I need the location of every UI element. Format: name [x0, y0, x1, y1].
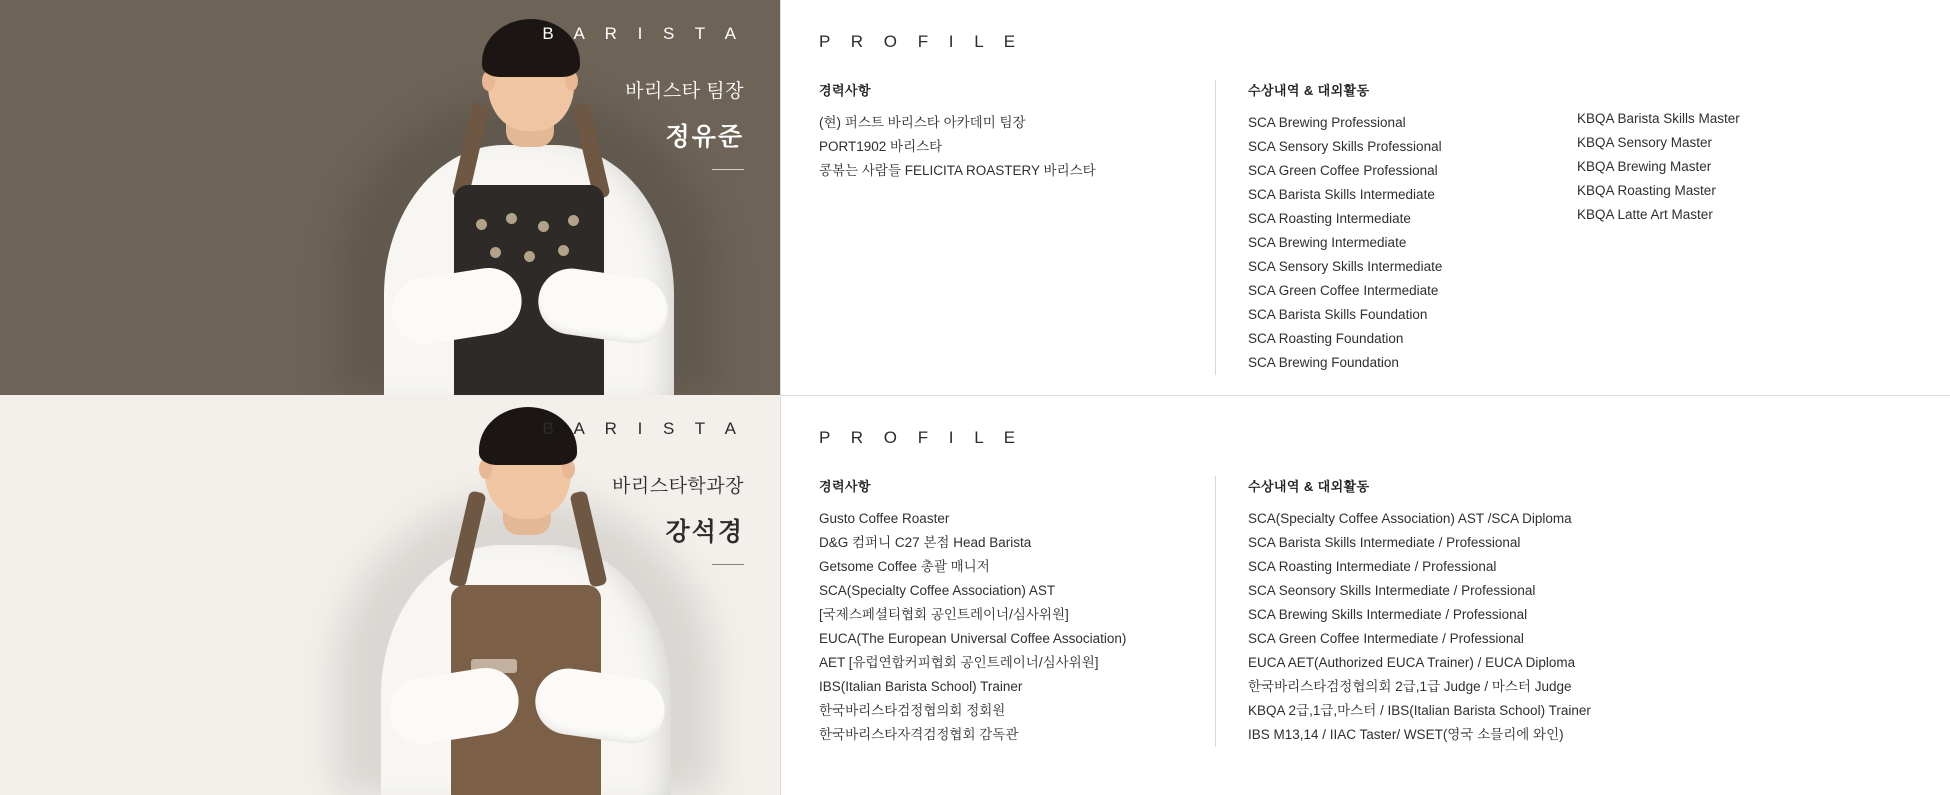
apron-pin-icon	[490, 247, 501, 258]
barista-label: B A R I S T A	[542, 24, 744, 43]
career-title: 경력사항	[819, 479, 871, 494]
list-item: SCA Roasting Intermediate / Professional	[1248, 559, 1497, 574]
list-item: KBQA 2급,1급,마스터 / IBS(Italian Barista School) Trainer	[1248, 703, 1591, 718]
list-item: KBQA Roasting Master	[1577, 183, 1716, 198]
barista-label: B A R I S T A	[542, 419, 744, 438]
list-item: SCA Barista Skills Intermediate / Professional	[1248, 535, 1521, 550]
list-item: SCA Green Coffee Intermediate	[1248, 283, 1439, 298]
list-item: SCA Barista Skills Intermediate	[1248, 187, 1435, 202]
list-item: SCA Green Coffee Intermediate / Professional	[1248, 631, 1524, 646]
list-item: IBS M13,14 / IIAC Taster/ WSET(영국 소믈리에 와인)	[1248, 727, 1564, 742]
list-item: SCA Roasting Intermediate	[1248, 211, 1411, 226]
list-item: EUCA(The European Universal Coffee Association)	[819, 631, 1127, 646]
role-label: 바리스타학과장	[612, 476, 744, 497]
list-item: SCA Seonsory Skills Intermediate / Professional	[1248, 583, 1536, 598]
list-item: [국제스페셜티협회 공인트레이너/심사위원]	[819, 607, 1069, 622]
profile-card-2	[0, 395, 1950, 795]
role-label: 바리스타 팀장	[625, 81, 744, 102]
list-item: SCA Green Coffee Professional	[1248, 163, 1438, 178]
awards-title: 수상내역 & 대외활동	[1248, 479, 1370, 494]
apron-pin-icon	[476, 219, 487, 230]
list-item: 한국바리스타자격검정협회 감독관	[819, 727, 1019, 742]
awards-column-1b	[1545, 80, 1875, 375]
list-item: KBQA Sensory Master	[1577, 135, 1713, 150]
info-panel-2	[780, 395, 1950, 795]
list-item: SCA(Specialty Coffee Association) AST /SCA Diploma	[1248, 511, 1572, 526]
apron-pin-icon	[558, 245, 569, 256]
awards-list-1b	[1577, 107, 1875, 227]
profile-columns-2	[819, 476, 1950, 747]
name-divider	[712, 564, 744, 565]
apron-pin-icon	[524, 251, 535, 262]
apron-pin-icon	[568, 215, 579, 226]
person-name: 강석경	[665, 518, 744, 546]
profile-card-1	[0, 0, 1950, 395]
list-item: SCA Brewing Skills Intermediate / Professional	[1248, 607, 1528, 622]
list-item: AET [유럽연합커피협회 공인트레이너/심사위원]	[819, 655, 1099, 670]
career-list-1	[819, 111, 1199, 183]
awards-list-1a	[1248, 111, 1545, 375]
list-item: SCA Roasting Foundation	[1248, 331, 1404, 346]
list-item: KBQA Barista Skills Master	[1577, 111, 1740, 126]
name-block-1	[534, 24, 744, 170]
list-item: EUCA AET(Authorized EUCA Trainer) / EUCA Diploma	[1248, 655, 1576, 670]
career-title: 경력사항	[819, 83, 871, 98]
list-item: 콩볶는 사람들 FELICITA ROASTERY 바리스타	[819, 163, 1096, 178]
list-item: SCA Brewing Foundation	[1248, 355, 1399, 370]
list-item: Gusto Coffee Roaster	[819, 511, 950, 526]
list-item: PORT1902 바리스타	[819, 139, 943, 154]
awards-column-2	[1215, 476, 1755, 747]
name-block-2	[534, 419, 744, 565]
awards-list-2	[1248, 507, 1755, 747]
career-list-2	[819, 507, 1199, 747]
list-item: SCA Sensory Skills Intermediate	[1248, 259, 1443, 274]
list-item: IBS(Italian Barista School) Trainer	[819, 679, 1023, 694]
profile-heading: P R O F I L E	[819, 428, 1024, 447]
awards-title: 수상내역 & 대외활동	[1248, 83, 1370, 98]
photo-panel-1	[0, 0, 780, 395]
career-column-1	[819, 80, 1215, 375]
list-item: Getsome Coffee 총괄 매니저	[819, 559, 990, 574]
apron-pin-icon	[538, 221, 549, 232]
career-column-2	[819, 476, 1215, 747]
person-name: 정유준	[665, 123, 744, 151]
profile-columns-1	[819, 80, 1950, 375]
apron-pin-icon	[506, 213, 517, 224]
list-item: KBQA Latte Art Master	[1577, 207, 1713, 222]
list-item: (현) 퍼스트 바리스타 아카데미 팀장	[819, 115, 1026, 130]
awards-column-1a	[1215, 80, 1545, 375]
list-item: SCA Barista Skills Foundation	[1248, 307, 1428, 322]
list-item: SCA Brewing Professional	[1248, 115, 1406, 130]
list-item: SCA(Specialty Coffee Association) AST	[819, 583, 1056, 598]
list-item: D&G 컴퍼니 C27 본점 Head Barista	[819, 535, 1032, 550]
list-item: 한국바리스타검정협의회 2급,1급 Judge / 마스터 Judge	[1248, 679, 1572, 694]
list-item: 한국바리스타검정협의회 정회원	[819, 703, 1006, 718]
list-item: KBQA Brewing Master	[1577, 159, 1712, 174]
name-divider	[712, 169, 744, 170]
list-item: SCA Sensory Skills Professional	[1248, 139, 1442, 154]
profile-heading: P R O F I L E	[819, 32, 1024, 51]
list-item: SCA Brewing Intermediate	[1248, 235, 1407, 250]
info-panel-1	[780, 0, 1950, 395]
photo-panel-2	[0, 395, 780, 795]
